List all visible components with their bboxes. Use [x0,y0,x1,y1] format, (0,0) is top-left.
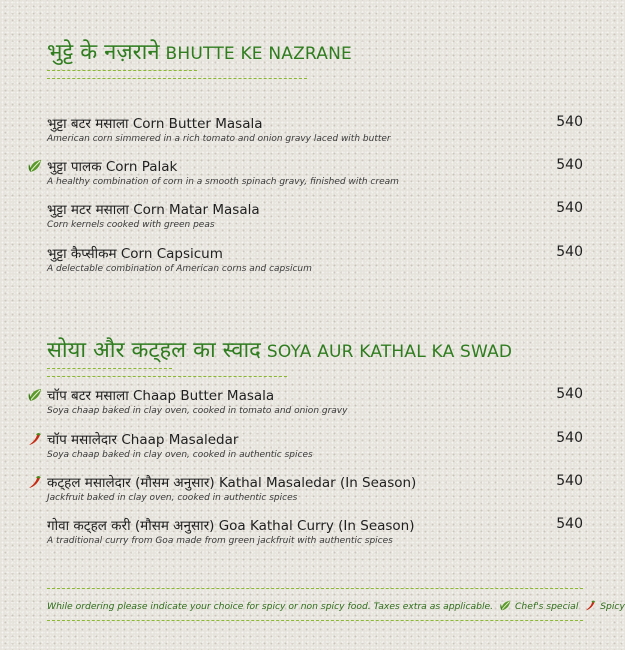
footer-divider [47,620,583,621]
leaf-icon [27,158,43,174]
menu-item-description: Soya chaap baked in clay oven, cooked in tomato and onion gravy [47,406,348,416]
section-title-english: SOYA AUR KATHAL KA SWAD [266,342,513,362]
chili-icon [27,474,43,490]
chili-icon [27,431,43,447]
menu-item [47,430,587,470]
menu-item-name: चॉप बटर मसाला Chaap Butter Masala [47,388,275,404]
section-title-soya [47,334,512,364]
title-underline [47,78,307,79]
menu-item-description: Corn kernels cooked with green peas [47,220,215,230]
menu-item-price: 540 [556,114,583,130]
menu-item-price: 540 [556,200,583,216]
menu-item-name: भुट्टा मटर मसाला Corn Matar Masala [47,202,260,218]
section-title-hindi: सोया और कट्हल का स्वाद [47,338,261,363]
menu-item-description: Jackfruit baked in clay oven, cooked in authentic spices [47,493,298,503]
footer-note [47,599,625,612]
menu-item-name: भुट्टा कैप्सीकम Corn Capsicum [47,246,223,262]
menu-item-description: American corn simmered in a rich tomato and onion gravy laced with butter [47,134,391,144]
menu-item-name: भुट्टा पालक Corn Palak [47,159,178,175]
leaf-icon [27,387,43,403]
menu-item-description: A traditional curry from Goa made from green jackfruit with authentic spices [47,536,393,546]
footer-note-text: While ordering please indicate your choice for spicy or non spicy food. Taxes extra as applicable. [47,601,494,612]
menu-item-price: 540 [556,157,583,173]
menu-item [47,473,587,513]
menu-item-name: भुट्टा बटर मसाला Corn Butter Masala [47,116,263,132]
menu-item-price: 540 [556,473,583,489]
footer-divider [47,588,583,589]
menu-item-price: 540 [556,516,583,532]
menu-item [47,244,587,284]
menu-item-price: 540 [556,244,583,260]
menu-item-price: 540 [556,430,583,446]
menu-item [47,386,587,426]
menu-item-name: कट्हल मसालेदार (मौसम अनुसार) Kathal Masaledar (In Season) [47,475,417,491]
section-title-bhutte [47,36,352,66]
legend-chefs-special: Chef's special [514,601,579,612]
title-underline [47,70,197,71]
menu-item [47,516,587,556]
menu-item-description: A healthy combination of corn in a smooth spinach gravy, finished with cream [47,177,399,187]
menu-item [47,157,587,197]
menu-item-description: Soya chaap baked in clay oven, cooked in authentic spices [47,450,313,460]
legend-spicy: Spicy [600,601,625,612]
menu-item-name: गोवा कट्हल करी (मौसम अनुसार) Goa Kathal Curry (In Season) [47,518,415,534]
leaf-icon [499,599,512,612]
section-title-hindi: भुट्टे के नज़राने [47,40,160,65]
title-underline [47,376,287,377]
section-title-english: BHUTTE KE NAZRANE [165,44,352,64]
menu-item-description: A delectable combination of American corns and capsicum [47,264,312,274]
menu-item-name: चॉप मसालेदार Chaap Masaledar [47,432,239,448]
menu-item [47,114,587,154]
chili-icon [584,599,597,612]
menu-item-price: 540 [556,386,583,402]
menu-item [47,200,587,240]
title-underline [47,368,172,369]
